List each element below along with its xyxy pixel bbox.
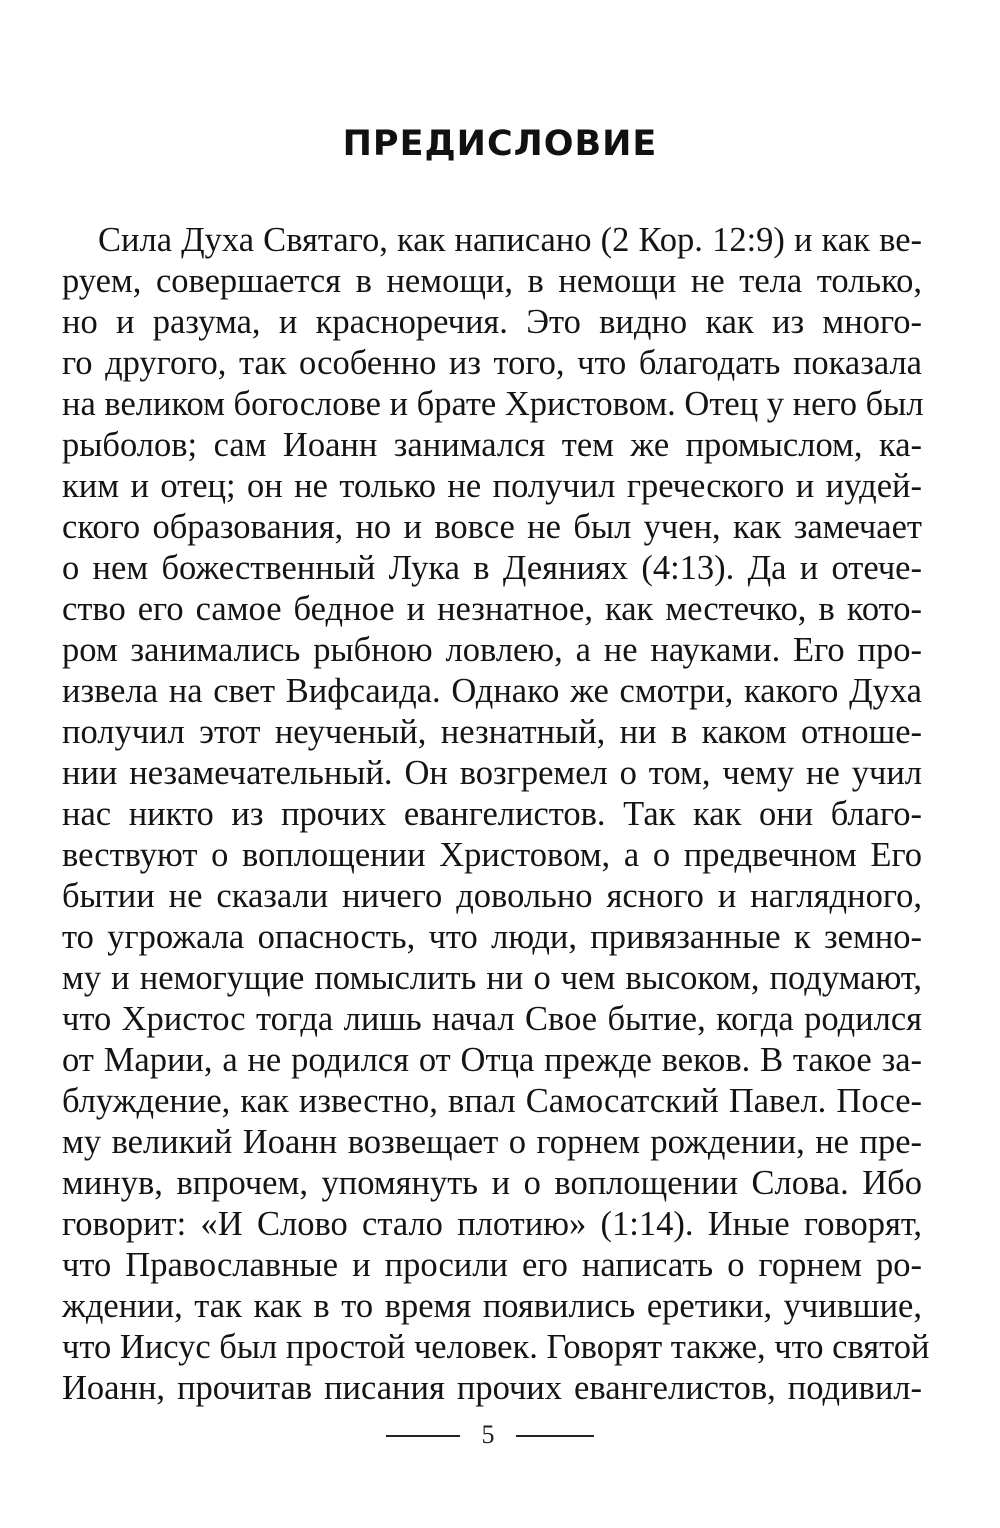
text-line: говорит: «И Слово стало плотию» (1:14). Иные говорят,	[62, 1205, 922, 1243]
text-line: от Марии, а не родился от Отца прежде веков. В такое за-	[62, 1041, 922, 1079]
text-line: то угрожала опасность, что люди, привязанные к земно-	[62, 918, 922, 956]
body-text	[62, 220, 930, 1409]
text-line: нас никто из прочих евангелистов. Так как они благо-	[62, 795, 922, 833]
footer-rule-right	[516, 1435, 594, 1437]
text-line: Сила Духа Святаго, как написано (2 Кор. 12:9) и как ве-	[98, 221, 922, 259]
text-line: минув, впрочем, упомянуть и о воплощении Слова. Ибо	[62, 1164, 922, 1202]
text-line: нии незамечательный. Он возгремел о том, чему не учил	[62, 754, 922, 792]
text-line: руем, совершается в немощи, в немощи не тела только,	[62, 262, 922, 300]
text-line: блуждение, как известно, впал Самосатский Павел. Посе-	[62, 1082, 922, 1120]
text-line: му великий Иоанн возвещает о горнем рождении, не пре-	[62, 1123, 922, 1161]
text-line: му и немогущие помыслить ни о чем высоком, подумают,	[62, 959, 922, 997]
text-line: получил этот неученый, незнатный, ни в каком отноше-	[62, 713, 922, 751]
text-line: на великом богослове и брате Христовом. Отец у него был	[62, 385, 924, 423]
page-number: 5	[481, 1420, 495, 1449]
text-line: ждении, так как в то время появились еретики, учившие,	[62, 1287, 922, 1325]
text-line: что Православные и просили его написать о горнем ро-	[62, 1246, 922, 1284]
text-line: ского образования, но и вовсе не был учен, как замечает	[62, 508, 922, 546]
footer-rule-left	[386, 1435, 460, 1437]
page-title: ПРЕДИСЛОВИЕ	[342, 124, 658, 164]
text-line: извела на свет Вифсаида. Однако же смотри, какого Духа	[62, 672, 922, 710]
text-line: ство его самое бедное и незнатное, как местечко, в кото-	[62, 590, 922, 628]
text-line: го другого, так особенно из того, что благодать показала	[62, 344, 922, 382]
text-line: ром занимались рыбною ловлею, а не науками. Его про-	[62, 631, 922, 669]
text-line: Иоанн, прочитав писания прочих евангелистов, подивил-	[62, 1369, 922, 1407]
text-line: вествуют о воплощении Христовом, а о предвечном Его	[62, 836, 922, 874]
text-line: бытии не сказали ничего довольно ясного и наглядного,	[62, 877, 922, 915]
text-line: рыболов; сам Иоанн занимался тем же промыслом, ка-	[62, 426, 922, 464]
text-line: что Христос тогда лишь начал Свое бытие, когда родился	[62, 1000, 922, 1038]
text-line: но и разума, и красноречия. Это видно как из много-	[62, 303, 922, 341]
text-line: ким и отец; он не только не получил греческого и иудей-	[62, 467, 922, 505]
text-line: что Иисус был простой человек. Говорят также, что святой	[62, 1328, 930, 1366]
page-footer	[0, 1420, 1000, 1450]
text-line: о нем божественный Лука в Деяниях (4:13). Да и отече-	[62, 549, 922, 587]
